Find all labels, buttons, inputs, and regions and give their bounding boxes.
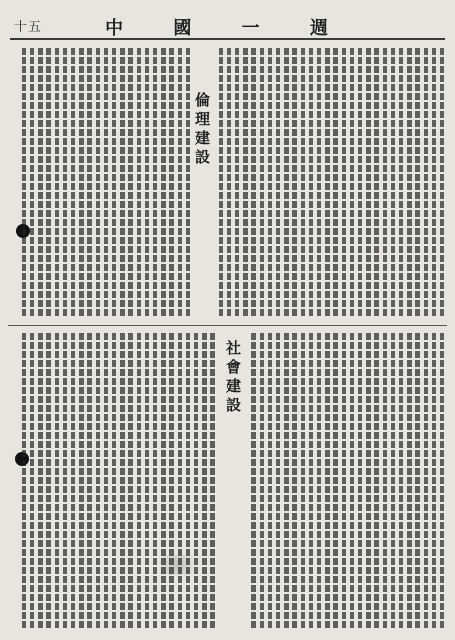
text-column	[235, 48, 239, 318]
text-column	[333, 333, 337, 628]
text-column	[186, 48, 190, 318]
horizontal-rule	[8, 325, 447, 326]
text-column	[46, 48, 50, 318]
text-column	[71, 333, 75, 628]
text-column	[292, 333, 296, 628]
text-column	[358, 333, 362, 628]
text-column	[63, 48, 67, 318]
text-column	[128, 333, 132, 628]
text-column	[112, 333, 116, 628]
text-column	[276, 48, 280, 318]
text-column	[161, 333, 165, 628]
text-column	[391, 333, 395, 628]
text-column	[333, 48, 337, 318]
text-column	[120, 48, 124, 318]
text-column	[342, 333, 346, 628]
text-column	[55, 333, 59, 628]
text-column	[366, 333, 370, 628]
text-column	[407, 333, 411, 628]
text-column	[415, 333, 419, 628]
text-column	[292, 48, 296, 318]
text-column	[38, 333, 42, 628]
text-column	[309, 333, 313, 628]
text-column	[440, 48, 444, 318]
text-column	[424, 333, 428, 628]
text-column	[342, 48, 346, 318]
text-column	[251, 48, 255, 318]
text-column	[383, 48, 387, 318]
text-column	[153, 48, 157, 318]
text-column	[96, 333, 100, 628]
text-column	[243, 48, 247, 318]
text-column	[383, 333, 387, 628]
text-column	[30, 333, 34, 628]
text-column	[374, 48, 378, 318]
text-column	[432, 333, 436, 628]
text-column	[276, 333, 280, 628]
text-column	[391, 48, 395, 318]
text-column	[38, 48, 42, 318]
text-column	[112, 48, 116, 318]
text-column	[407, 48, 411, 318]
text-column	[55, 48, 59, 318]
text-column	[128, 48, 132, 318]
text-column	[325, 333, 329, 628]
text-column	[79, 48, 83, 318]
text-column	[440, 333, 444, 628]
text-column	[169, 48, 173, 318]
text-column	[251, 333, 255, 628]
text-column	[358, 48, 362, 318]
text-column	[104, 333, 108, 628]
section-heading-ethics: 倫理建設	[193, 92, 211, 168]
text-column	[63, 333, 67, 628]
text-column	[22, 48, 26, 318]
text-column	[153, 333, 157, 628]
text-column	[366, 48, 370, 318]
text-column	[87, 48, 91, 318]
text-column	[194, 333, 198, 628]
text-column	[96, 48, 100, 318]
text-column	[317, 48, 321, 318]
text-column	[210, 333, 214, 628]
text-column	[260, 333, 264, 628]
text-column	[137, 48, 141, 318]
text-column	[120, 333, 124, 628]
page-number: 十五	[14, 20, 43, 35]
running-head	[10, 10, 445, 40]
text-column	[325, 48, 329, 318]
periodical-title: 中 國 一 週	[105, 18, 350, 39]
text-column	[87, 333, 91, 628]
text-column	[374, 333, 378, 628]
text-column	[317, 333, 321, 628]
text-column	[284, 333, 288, 628]
text-column	[137, 333, 141, 628]
text-column	[178, 48, 182, 318]
text-column	[79, 333, 83, 628]
text-column	[284, 48, 288, 318]
text-column	[301, 48, 305, 318]
text-column	[432, 48, 436, 318]
text-column	[301, 333, 305, 628]
text-column	[309, 48, 313, 318]
text-column	[268, 333, 272, 628]
text-column	[350, 333, 354, 628]
text-column	[145, 333, 149, 628]
text-column	[46, 333, 50, 628]
text-column	[268, 48, 272, 318]
text-column	[227, 48, 231, 318]
section-heading-society: 社會建設	[224, 340, 242, 416]
text-column	[186, 333, 190, 628]
text-column	[219, 48, 223, 318]
text-column	[350, 48, 354, 318]
text-column	[202, 333, 206, 628]
text-column	[415, 48, 419, 318]
text-column	[30, 48, 34, 318]
text-column	[399, 48, 403, 318]
text-column	[145, 48, 149, 318]
text-column	[71, 48, 75, 318]
text-column	[178, 333, 182, 628]
text-column	[399, 333, 403, 628]
text-column	[424, 48, 428, 318]
text-column	[104, 48, 108, 318]
text-column	[22, 333, 26, 628]
text-column	[161, 48, 165, 318]
text-column	[169, 333, 173, 628]
text-column	[260, 48, 264, 318]
